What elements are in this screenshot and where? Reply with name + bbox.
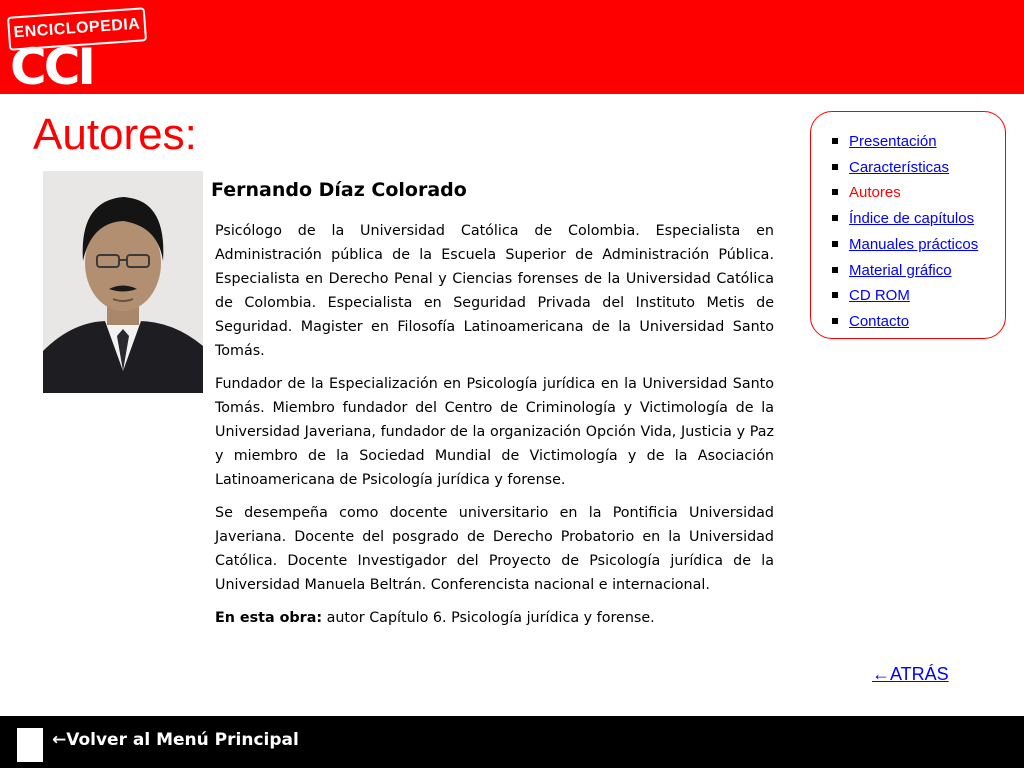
author-bio — [215, 219, 774, 639]
footer-square-icon — [17, 728, 43, 762]
nav-item-presentacion — [849, 129, 1005, 155]
bio-work-line — [215, 606, 774, 630]
enciclopedia-cci-logo[interactable] — [8, 8, 144, 96]
work-text: autor Capítulo 6. Psicología jurídica y forense. — [322, 610, 655, 626]
main-menu-link[interactable]: ←Volver al Menú Principal — [52, 730, 299, 750]
author-portrait-image — [43, 171, 203, 393]
nav-current-autores: Autores — [849, 184, 901, 202]
footer-bar — [0, 716, 1024, 768]
section-nav-list — [811, 112, 1005, 335]
author-name: Fernando Díaz Colorado — [211, 179, 467, 201]
nav-item-cdrom — [849, 283, 1005, 309]
bio-paragraph-3: Se desempeña como docente universitario en la Pontificia Universidad Javeriana. Docente del posgrado de Derecho Probatorio en la Universidad Católica. Docente Investigador del Proyecto de Psicología jurídica de la Universidad Manuela Beltrán. Conferencista nacional e internacional. — [215, 505, 774, 593]
page-title: Autores: — [33, 110, 197, 159]
nav-link-cdrom[interactable]: CD ROM — [849, 287, 910, 305]
nav-item-contacto — [849, 309, 1005, 335]
nav-item-material — [849, 258, 1005, 284]
nav-link-contacto[interactable]: Contacto — [849, 312, 910, 330]
bio-paragraph-1: Psicólogo de la Universidad Católica de Colombia. Especialista en Administración pública de la Escuela Superior de Administración Pública. Especialista en Derecho Penal y Ciencias forenses de la Universidad Católica de Colombia. Especialista en Seguridad Privada del Instituto Metis de Seguridad. Magister en Filosofía Latinoamericana de la Universidad Santo Tomás. — [215, 223, 774, 359]
nav-link-caracteristicas[interactable]: Características — [849, 158, 950, 176]
nav-item-autores — [849, 180, 1005, 206]
nav-link-indice[interactable]: Índice de capítulos — [849, 210, 975, 228]
author-photo — [43, 171, 203, 393]
work-label: En esta obra: — [215, 610, 323, 626]
header-bar — [0, 0, 1024, 94]
logo-big-text: CCI — [10, 38, 93, 96]
nav-link-material[interactable]: Material gráfico — [849, 261, 952, 279]
nav-item-manuales — [849, 232, 1005, 258]
section-nav — [810, 111, 1006, 339]
bio-paragraph-2: Fundador de la Especialización en Psicología jurídica en la Universidad Santo Tomás. Miembro fundador del Centro de Criminología y Victimología de la Universidad Javeriana, fundador de la organización Opción Vida, Justicia y Paz y miembro de la Sociedad Mundial de Victimología y de la Asociación Latinoamericana de Psicología jurídica y forense. — [215, 376, 774, 488]
nav-link-manuales[interactable]: Manuales prácticos — [849, 235, 979, 253]
back-link[interactable]: ←ATRÁS — [872, 664, 949, 684]
nav-link-presentacion[interactable]: Presentación — [849, 133, 937, 150]
nav-item-indice — [849, 206, 1005, 232]
logo-top-text: ENCICLOPEDIA — [13, 15, 141, 42]
nav-item-caracteristicas — [849, 155, 1005, 181]
